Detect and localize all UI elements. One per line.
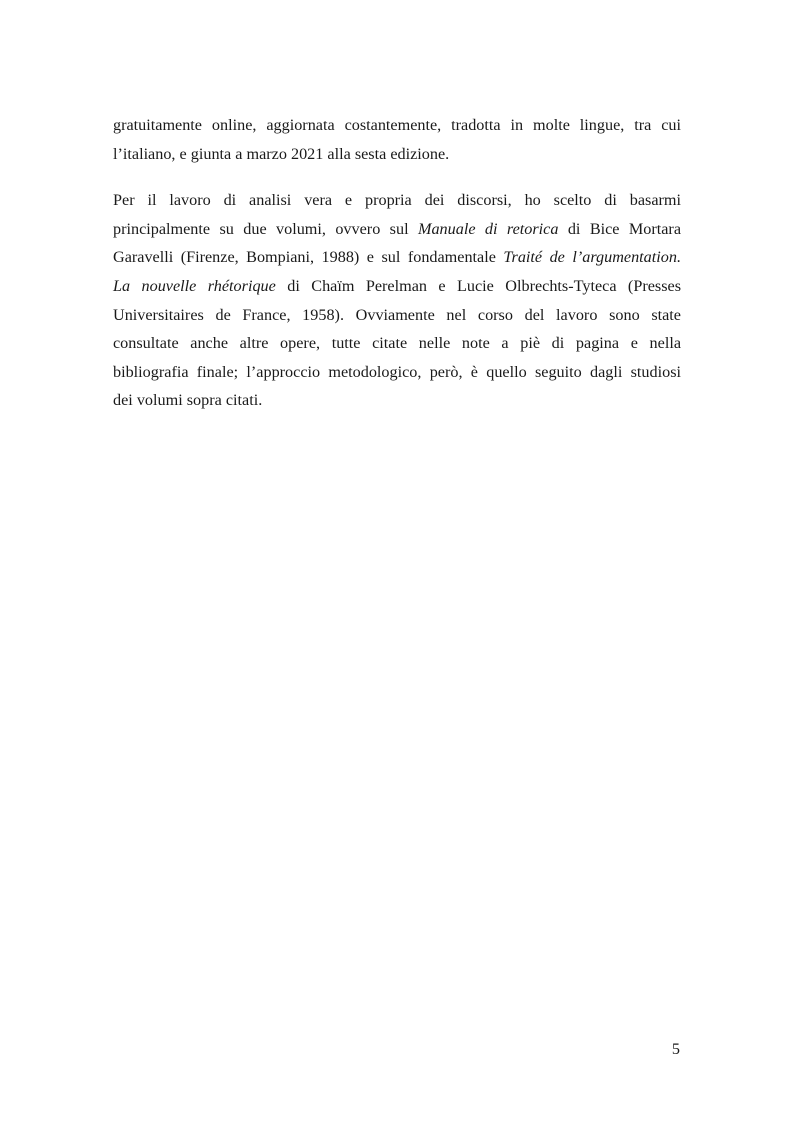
- text-line: [113, 272, 681, 301]
- text-line: [113, 111, 681, 140]
- page-number: 5: [671, 1040, 680, 1058]
- text-line: [113, 386, 681, 415]
- paragraph-gap: [113, 168, 681, 186]
- text-run: consultate anche altre opere, tutte citate nelle note a piè di pagina e nella: [113, 334, 681, 353]
- text-run: bibliografia finale; l’approccio metodologico, però, è quello seguito dagli studiosi: [113, 362, 681, 381]
- text-line: [113, 140, 681, 169]
- text-line: [113, 329, 681, 358]
- text-run: Per il lavoro di analisi vera e propria dei discorsi, ho scelto di basarmi: [113, 191, 681, 210]
- text-run: principalmente su due volumi, ovvero sul: [113, 219, 418, 238]
- paragraph: [113, 111, 681, 168]
- text-run: Universitaires de France, 1958). Ovviamente nel corso del lavoro sono state: [113, 305, 681, 324]
- book-title: La nouvelle rhétorique: [113, 276, 276, 295]
- text-line: [113, 186, 681, 215]
- text-line: [113, 358, 681, 387]
- book-title: Traité de l’argumentation.: [503, 248, 681, 267]
- text-line: [113, 301, 681, 330]
- paragraph: [113, 186, 681, 415]
- text-line: [113, 215, 681, 244]
- book-title: Manuale di retorica: [417, 219, 559, 238]
- text-run: l’italiano, e giunta a marzo 2021 alla sesta edizione.: [113, 144, 450, 163]
- text-run: Garavelli (Firenze, Bompiani, 1988) e sul fondamentale: [113, 248, 504, 267]
- text-line: [113, 243, 681, 272]
- body-text: [113, 111, 681, 415]
- text-run: gratuitamente online, aggiornata costantemente, tradotta in molte lingue, tra cui: [113, 116, 681, 134]
- text-run: dei volumi sopra citati.: [113, 391, 263, 410]
- text-run: di Bice Mortara: [558, 219, 682, 238]
- text-run: di Chaïm Perelman e Lucie Olbrechts-Tyteca (Presses: [275, 276, 681, 295]
